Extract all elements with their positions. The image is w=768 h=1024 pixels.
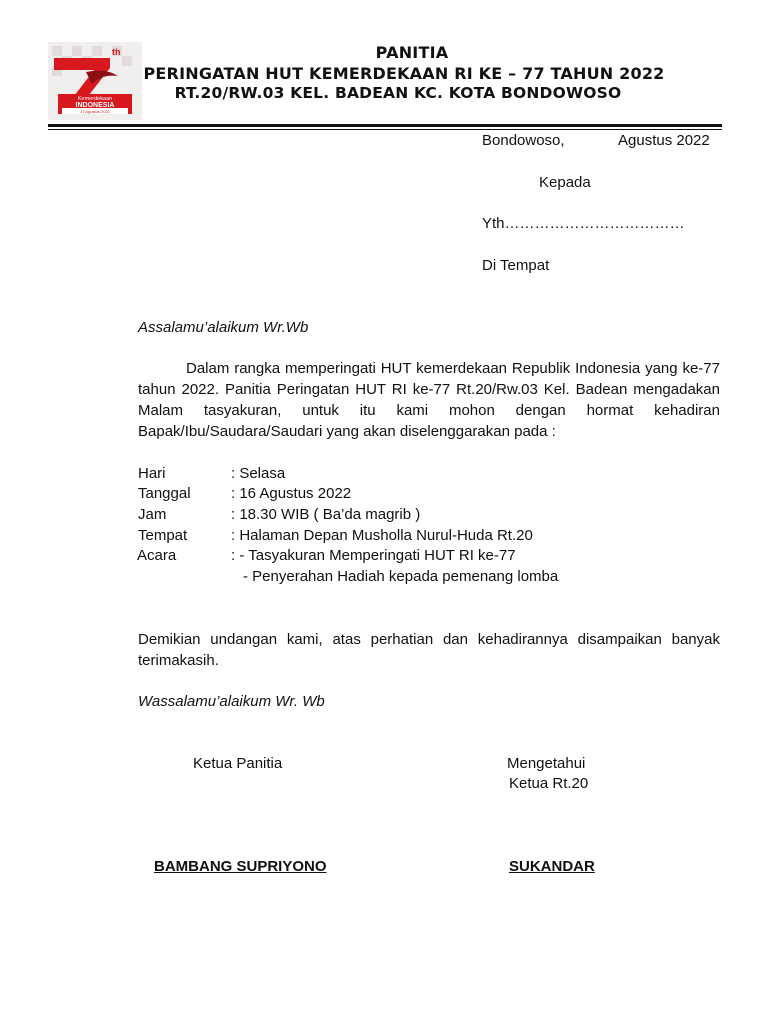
signature-right-name: SUKANDAR [509, 858, 595, 875]
signature-left-title: Ketua Panitia [193, 755, 283, 772]
recipient-kepada: Kepada [539, 174, 591, 191]
detail-label: Acara [137, 547, 177, 564]
detail-value: : - Tasyakuran Memperingati HUT RI ke-77 [231, 547, 516, 564]
detail-value: : 18.30 WIB ( Ba’da magrib ) [231, 506, 421, 523]
signature-right-title1: Mengetahui [507, 755, 586, 772]
event-details [138, 463, 720, 591]
recipient-yth: Yth……………………………… [482, 215, 685, 232]
header-title-panitia: PANITIA [375, 43, 449, 62]
logo-line2: INDONESIA [75, 102, 115, 109]
header-divider-thick [48, 124, 722, 127]
detail-value: : Halaman Depan Musholla Nurul-Huda Rt.20 [231, 527, 533, 544]
intro-paragraph: Dalam rangka memperingati HUT kemerdekaan Republik Indonesia yang ke-77 tahun 2022. Panitia Peringatan HUT RI ke-77 Rt.20/Rw.03 Kel. Badean mengadakan Malam tasyakuran, untuk itu kami mohon dengan hormat kehadiran Bapak/Ibu/Saudara/Saudari yang akan diselenggarakan pada : [138, 360, 720, 440]
closing-paragraph: Demikian undangan kami, atas perhatian dan kehadirannya disampaikan banyak terimakasih. [138, 631, 720, 669]
logo-line1: Kemerdekaan [77, 96, 113, 102]
logo-superscript: th [112, 47, 121, 57]
detail-label: Tempat [138, 527, 188, 544]
detail-acara-extra: - Penyerahan Hadiah kepada pemenang lomba [243, 568, 559, 585]
greeting: Assalamu’alaikum Wr.Wb [138, 319, 309, 336]
farewell: Wassalamu’alaikum Wr. Wb [138, 693, 325, 710]
signature-right-title2: Ketua Rt.20 [509, 775, 589, 792]
recipient-location: Di Tempat [482, 257, 550, 274]
letter-date: Agustus 2022 [618, 132, 710, 149]
header-title-address: RT.20/RW.03 KEL. BADEAN KC. KOTA BONDOWOSO [174, 84, 622, 102]
detail-label: Jam [138, 506, 167, 523]
signature-left-name: BAMBANG SUPRIYONO [154, 858, 327, 875]
logo-line3: 17 Agustus 2022 [80, 109, 110, 114]
detail-value: : 16 Agustus 2022 [231, 485, 352, 502]
letter-place: Bondowoso, [482, 132, 565, 149]
detail-value: : Selasa [231, 465, 286, 482]
detail-label: Hari [138, 465, 166, 482]
detail-label: Tanggal [138, 485, 191, 502]
header-title-event: PERINGATAN HUT KEMERDEKAAN RI KE – 77 TAHUN 2022 [143, 64, 665, 83]
